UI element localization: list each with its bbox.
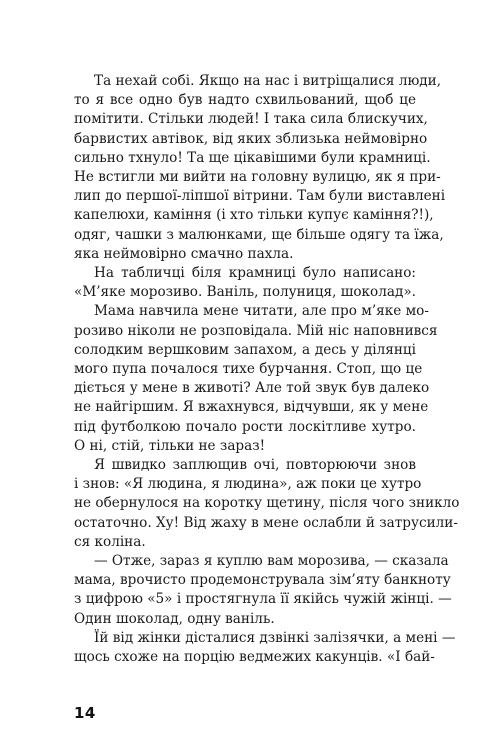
text-line: «М’яке морозиво. Ваніль, полуниця, шоколад». [74,284,416,301]
text-line: мого пупа почалося тихе бурчання. Стоп, що це [74,361,423,378]
text-line: одяг, чашки з малюнками, ще більше одягу та їжа, [74,226,444,243]
text-line: Я швидко заплющив очі, повторюючи знов [94,457,416,474]
text-line: під футболкою почало рости лоскітливе хутро. [74,418,416,435]
text-line: і знов: «Я людина, я людина», аж поки це хутро [74,476,422,493]
text-line: помітити. Стільки людей! І така сила блискучих, [74,111,428,128]
text-line: то я все одно був надто схвильований, щоб це [74,92,416,109]
text-line: ся коліна. [74,533,146,550]
text-line: розиво ніколи не розповідала. Мій ніс наповнився [74,322,438,339]
text-line: мама, врочисто продемонструвала зім’яту банкноту [74,572,451,589]
text-line: солодким вершковим запахом, а десь у ділянці [74,341,416,358]
text-line: сильно тхнуло! Та ще цікавішими були крамниці. [74,149,431,166]
text-line: остаточно. Ху! Від жаху в мене ослабли й затрусили- [74,514,458,531]
text-line: щось схоже на порцію ведмежих какунців. «І бай- [74,649,435,666]
text-line: На табличці біля крамниці було написано: [94,265,416,282]
text-line: Та нехай собі. Якщо на нас і витріщалися люди, [94,73,442,89]
text-line: — Отже, зараз я куплю вам морозива, — сказала [94,553,449,570]
text-line: з цифрою «5» і простягнула її якійсь чужій жінці. — [74,591,452,608]
text-line: лип до першої-ліпшої вітрини. Там були виставлені [74,188,446,205]
page-number: 14 [74,704,96,722]
text-line: яка неймовірно смачно пахла. [74,245,294,262]
text-line: капелюхи, каміння (і хто тільки купує каміння?!), [74,207,434,224]
text-line: барвистих автівок, від яких зблизька неймовірно [74,130,428,147]
text-line: діється у мене в животі? Але той звук був далеко [74,380,430,397]
body-text [74,72,460,667]
text-line: не найгіршим. Я вжахнувся, відчувши, як у мене [74,399,429,416]
text-line: Їй від жінки дісталися дзвінкі залізячки, а мені — [94,629,456,646]
text-line: О ні, стій, тільки не зараз! [74,437,266,454]
text-line: Мама навчила мене читати, але про м’яке мо- [94,303,429,320]
text-line: Один шоколад, одну ваніль. [74,610,275,627]
text-line: не обернулося на коротку щетину, після чого зникло [74,495,460,512]
text-line: Не встигли ми вийти на головну вулицю, як я при- [74,169,441,186]
